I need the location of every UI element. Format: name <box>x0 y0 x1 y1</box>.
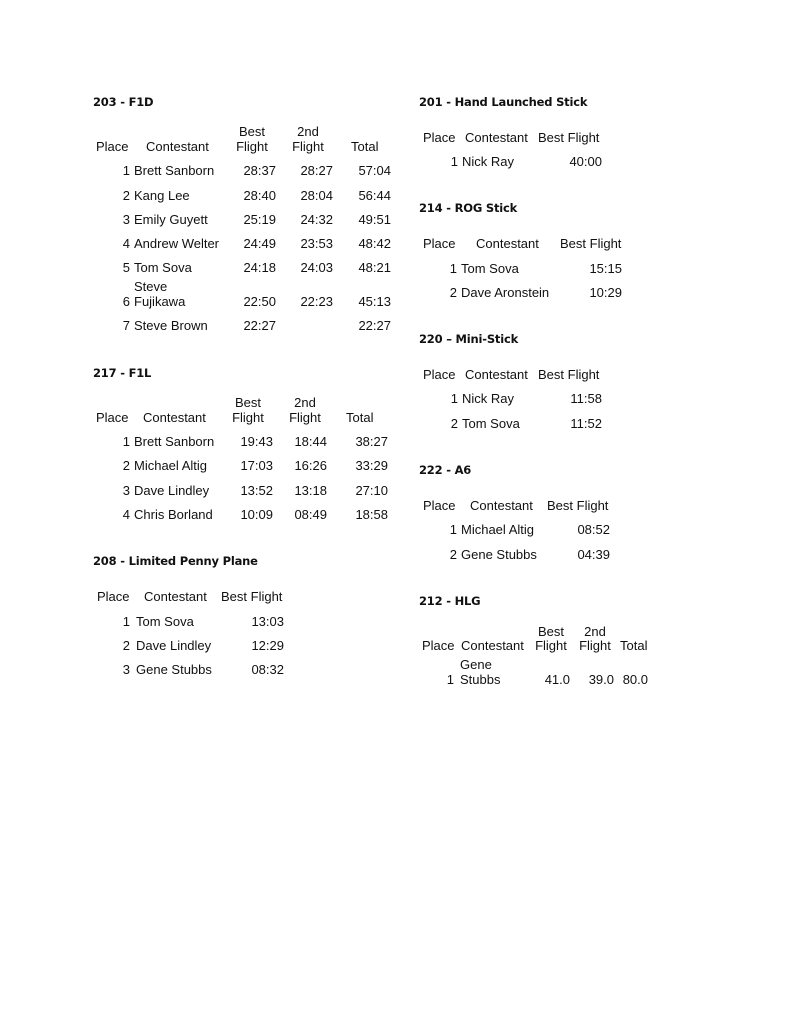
contestant-first-name: Gene <box>460 657 492 672</box>
place: 1 <box>450 154 458 169</box>
total: 48:21 <box>358 260 391 275</box>
contestant: Emily Guyett <box>134 212 208 227</box>
total: 80.0 <box>622 672 648 687</box>
header-best-flight: Best Flight <box>538 130 600 145</box>
total: 22:27 <box>358 318 391 333</box>
total: 49:51 <box>358 212 391 227</box>
header-best-top: Best <box>238 124 265 139</box>
header-best-flight: Best Flight <box>560 236 622 251</box>
best-flight: 19:43 <box>240 434 273 449</box>
total: 57:04 <box>358 163 391 178</box>
place: 2 <box>122 188 130 203</box>
section-title: 220 – Mini-Stick <box>419 332 519 346</box>
place: 1 <box>446 672 454 687</box>
second-flight: 22:23 <box>300 294 333 309</box>
second-flight: 24:03 <box>300 260 333 275</box>
header-second-top: 2nd <box>297 124 319 139</box>
contestant: Michael Altig <box>134 458 207 473</box>
header-contestant: Contestant <box>143 410 206 425</box>
best-flight: 24:18 <box>243 260 276 275</box>
contestant: Fujikawa <box>134 294 186 309</box>
header-total: Total <box>346 410 374 425</box>
header-place: Place <box>423 130 456 145</box>
header-contestant: Contestant <box>144 589 207 604</box>
place: 1 <box>122 163 130 178</box>
best-flight: 10:09 <box>240 507 273 522</box>
total: 45:13 <box>358 294 391 309</box>
section-title: 212 - HLG <box>419 594 481 608</box>
header-best-bottom: Flight <box>232 410 264 425</box>
best-flight: 24:49 <box>243 236 276 251</box>
header-place: Place <box>96 139 129 154</box>
header-total: Total <box>351 139 379 154</box>
best-flight: 40:00 <box>569 154 602 169</box>
contestant: Michael Altig <box>461 522 534 537</box>
best-flight: 11:52 <box>570 416 602 431</box>
place: 2 <box>122 638 130 653</box>
best-flight: 04:39 <box>577 547 610 562</box>
section-title: 214 - ROG Stick <box>419 201 518 215</box>
place: 6 <box>122 294 130 309</box>
contestant: Chris Borland <box>134 507 213 522</box>
second-flight: 39.0 <box>588 672 614 687</box>
total: 27:10 <box>355 483 388 498</box>
contestant: Steve Brown <box>134 318 208 333</box>
contestant: Nick Ray <box>462 154 515 169</box>
header-contestant: Contestant <box>465 367 528 382</box>
place: 2 <box>449 285 457 300</box>
contestant: Brett Sanborn <box>134 434 215 449</box>
contestant: Gene Stubbs <box>461 547 537 562</box>
header-place: Place <box>423 236 456 251</box>
header-second-bottom: Flight <box>292 139 324 154</box>
second-flight: 16:26 <box>294 458 327 473</box>
contestant: Stubbs <box>460 672 501 687</box>
best-flight: 22:50 <box>243 294 276 309</box>
header-best-flight: Best Flight <box>538 367 600 382</box>
header-second-bottom: Flight <box>579 638 611 653</box>
best-flight: 10:29 <box>589 285 622 300</box>
total: 33:29 <box>355 458 388 473</box>
header-contestant: Contestant <box>476 236 539 251</box>
header-place: Place <box>423 498 456 513</box>
header-contestant: Contestant <box>146 139 209 154</box>
place: 4 <box>122 236 130 251</box>
header-best-bottom: Flight <box>236 139 268 154</box>
contestant: Gene Stubbs <box>136 662 212 677</box>
place: 5 <box>122 260 130 275</box>
header-contestant: Contestant <box>465 130 528 145</box>
best-flight: 28:37 <box>243 163 276 178</box>
contestant: Dave Aronstein <box>461 285 550 300</box>
best-flight: 08:52 <box>577 522 610 537</box>
best-flight: 28:40 <box>243 188 276 203</box>
section-title: 217 - F1L <box>93 366 152 380</box>
header-place: Place <box>97 589 130 604</box>
total: 48:42 <box>358 236 391 251</box>
best-flight: 08:32 <box>251 662 284 677</box>
second-flight: 24:32 <box>300 212 333 227</box>
contestant: Brett Sanborn <box>134 163 215 178</box>
contestant: Tom Sova <box>461 261 519 276</box>
section-title: 222 - A6 <box>419 463 472 477</box>
contestant: Kang Lee <box>134 188 190 203</box>
header-best-flight: Best Flight <box>547 498 609 513</box>
header-place: Place <box>96 410 129 425</box>
best-flight: 22:27 <box>243 318 276 333</box>
place: 2 <box>122 458 130 473</box>
contestant-first-name: Steve <box>134 279 168 294</box>
second-flight: 08:49 <box>294 507 327 522</box>
place: 3 <box>122 212 130 227</box>
second-flight: 28:04 <box>300 188 333 203</box>
place: 1 <box>122 434 130 449</box>
header-place: Place <box>422 638 455 653</box>
header-contestant: Contestant <box>470 498 533 513</box>
header-best-top: Best <box>537 624 564 639</box>
total: 56:44 <box>358 188 391 203</box>
header-second-bottom: Flight <box>289 410 321 425</box>
place: 1 <box>450 391 458 406</box>
place: 1 <box>449 261 457 276</box>
place: 7 <box>122 318 130 333</box>
header-best-bottom: Flight <box>535 638 567 653</box>
second-flight: 23:53 <box>300 236 333 251</box>
contestant: Tom Sova <box>136 614 194 629</box>
second-flight: 13:18 <box>294 483 327 498</box>
place: 3 <box>122 662 130 677</box>
best-flight: 11:58 <box>570 391 602 406</box>
place: 2 <box>450 416 458 431</box>
section-title: 201 - Hand Launched Stick <box>419 95 588 109</box>
place: 2 <box>449 547 457 562</box>
contestant: Dave Lindley <box>136 638 212 653</box>
header-place: Place <box>423 367 456 382</box>
contestant: Andrew Welter <box>134 236 220 251</box>
best-flight: 41.0 <box>544 672 570 687</box>
header-best-top: Best <box>234 395 261 410</box>
contestant: Tom Sova <box>462 416 520 431</box>
section-title: 203 - F1D <box>93 95 154 109</box>
place: 1 <box>122 614 130 629</box>
header-second-top: 2nd <box>584 624 606 639</box>
second-flight: 28:27 <box>300 163 333 178</box>
contestant: Nick Ray <box>462 391 515 406</box>
section-title: 208 - Limited Penny Plane <box>93 554 258 568</box>
contestant: Tom Sova <box>134 260 192 275</box>
best-flight: 13:52 <box>240 483 273 498</box>
place: 4 <box>122 507 130 522</box>
best-flight: 12:29 <box>251 638 284 653</box>
place: 3 <box>122 483 130 498</box>
second-flight: 18:44 <box>294 434 327 449</box>
best-flight: 15:15 <box>589 261 622 276</box>
header-second-top: 2nd <box>294 395 316 410</box>
place: 1 <box>449 522 457 537</box>
best-flight: 25:19 <box>243 212 276 227</box>
total: 38:27 <box>355 434 388 449</box>
header-contestant: Contestant <box>461 638 524 653</box>
best-flight: 17:03 <box>240 458 273 473</box>
header-total: Total <box>620 638 648 653</box>
best-flight: 13:03 <box>251 614 284 629</box>
header-best-flight: Best Flight <box>221 589 283 604</box>
total: 18:58 <box>355 507 388 522</box>
contestant: Dave Lindley <box>134 483 210 498</box>
